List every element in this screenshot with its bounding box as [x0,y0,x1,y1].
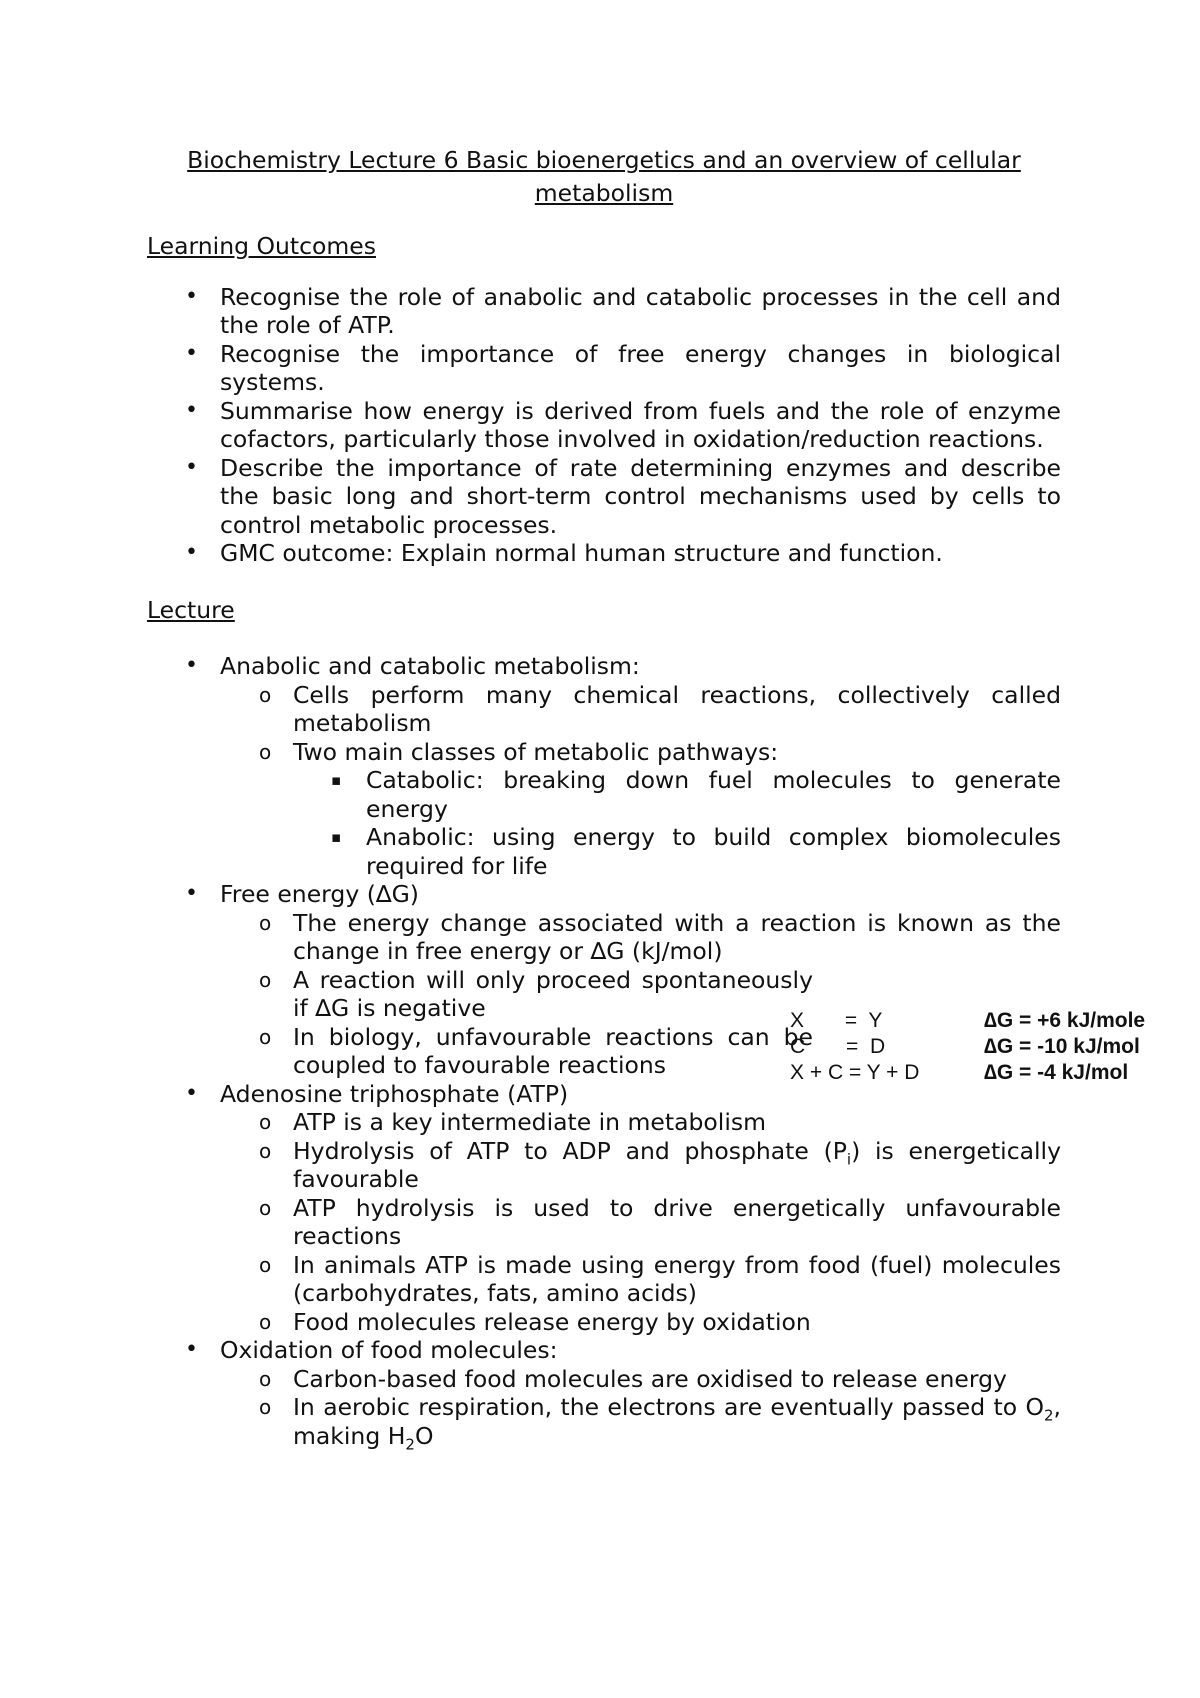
equation-row [790,1034,1160,1060]
list-item: o A reaction will only proceed spontaneously if ∆G is negative [220,966,813,1023]
list-item: • GMC outcome: Explain normal human structure and function. [147,539,1061,568]
free-energy-label: Free energy (∆G) [220,880,419,908]
equation: C = D [790,1035,886,1058]
list-item [147,652,1061,880]
list-item [147,1080,1061,1337]
equation-row [790,1060,1160,1086]
document-page [147,144,1061,1454]
free-energy-equations [790,1008,1160,1086]
list-item: ▪ Catabolic: breaking down fuel molecules to generate energy [293,766,1061,823]
list-item: o Food molecules release energy by oxidation [220,1308,1061,1337]
delta-g-value: ∆G = -4 kJ/mol [984,1061,1129,1084]
learning-outcomes-heading: Learning Outcomes [147,232,376,260]
delta-g-value: ∆G = +6 kJ/mole [984,1009,1146,1032]
list-item: • Summarise how energy is derived from fuels and the role of enzyme cofactors, particularly those involved in oxidation/reduction reactions. [147,397,1061,454]
equation: X + C = Y + D [790,1061,920,1084]
list-item: o Cells perform many chemical reactions, collectively called metabolism [220,681,1061,738]
page-title: Biochemistry Lecture 6 Basic bioenergetics and an overview of cellular metabolism [187,146,1021,207]
list-item: • Describe the importance of rate determining enzymes and describe the basic long and short-term control mechanisms used by cells to control metabolic processes. [147,454,1061,540]
list-item: • Recognise the role of anabolic and catabolic processes in the cell and the role of ATP. [147,283,1061,340]
delta-g-value: ∆G = -10 kJ/mol [984,1035,1140,1058]
list-item: o In biology, unfavourable reactions can be coupled to favourable reactions [220,1023,813,1080]
equation: X = Y [790,1009,883,1032]
subscript: 2 [1043,1406,1054,1425]
list-item [220,738,1061,881]
atp-label: Adenosine triphosphate (ATP) [220,1079,569,1108]
list-item: ▪ Anabolic: using energy to build complex biomolecules required for life [293,823,1061,880]
learning-outcomes-list [147,283,1061,568]
list-item: o In animals ATP is made using energy from food (fuel) molecules (carbohydrates, fats, amino acids) [220,1251,1061,1308]
text-run: , making H [293,1393,1061,1450]
list-item: • Recognise the importance of free energy changes in biological systems. [147,340,1061,397]
text-run: O [414,1421,434,1450]
subscript: 2 [405,1435,415,1454]
list-item [220,1393,1061,1454]
lecture-heading: Lecture [147,595,235,624]
text-run: ) is energetically favourable [293,1136,1061,1193]
text-run: In aerobic respiration, the electrons are eventually passed to O [293,1393,1044,1421]
text-run: Hydrolysis of ATP to ADP and phosphate (P [293,1136,847,1165]
pathway-classes-label: Two main classes of metabolic pathways: [293,737,779,766]
list-item: o Carbon-based food molecules are oxidised to release energy [220,1365,1061,1394]
list-item: o ATP hydrolysis is used to drive energetically unfavourable reactions [220,1194,1061,1251]
oxidation-label: Oxidation of food molecules: [220,1336,558,1364]
anabolic-label: Anabolic and catabolic metabolism: [220,652,640,680]
list-item: o The energy change associated with a reaction is known as the change in free energy or ∆G (kJ/mol) [220,909,1061,966]
list-item [220,1137,1061,1194]
subscript: i [846,1150,852,1169]
list-item [147,1336,1061,1454]
equation-row [790,1008,1160,1034]
list-item: o ATP is a key intermediate in metabolism [220,1108,1061,1137]
